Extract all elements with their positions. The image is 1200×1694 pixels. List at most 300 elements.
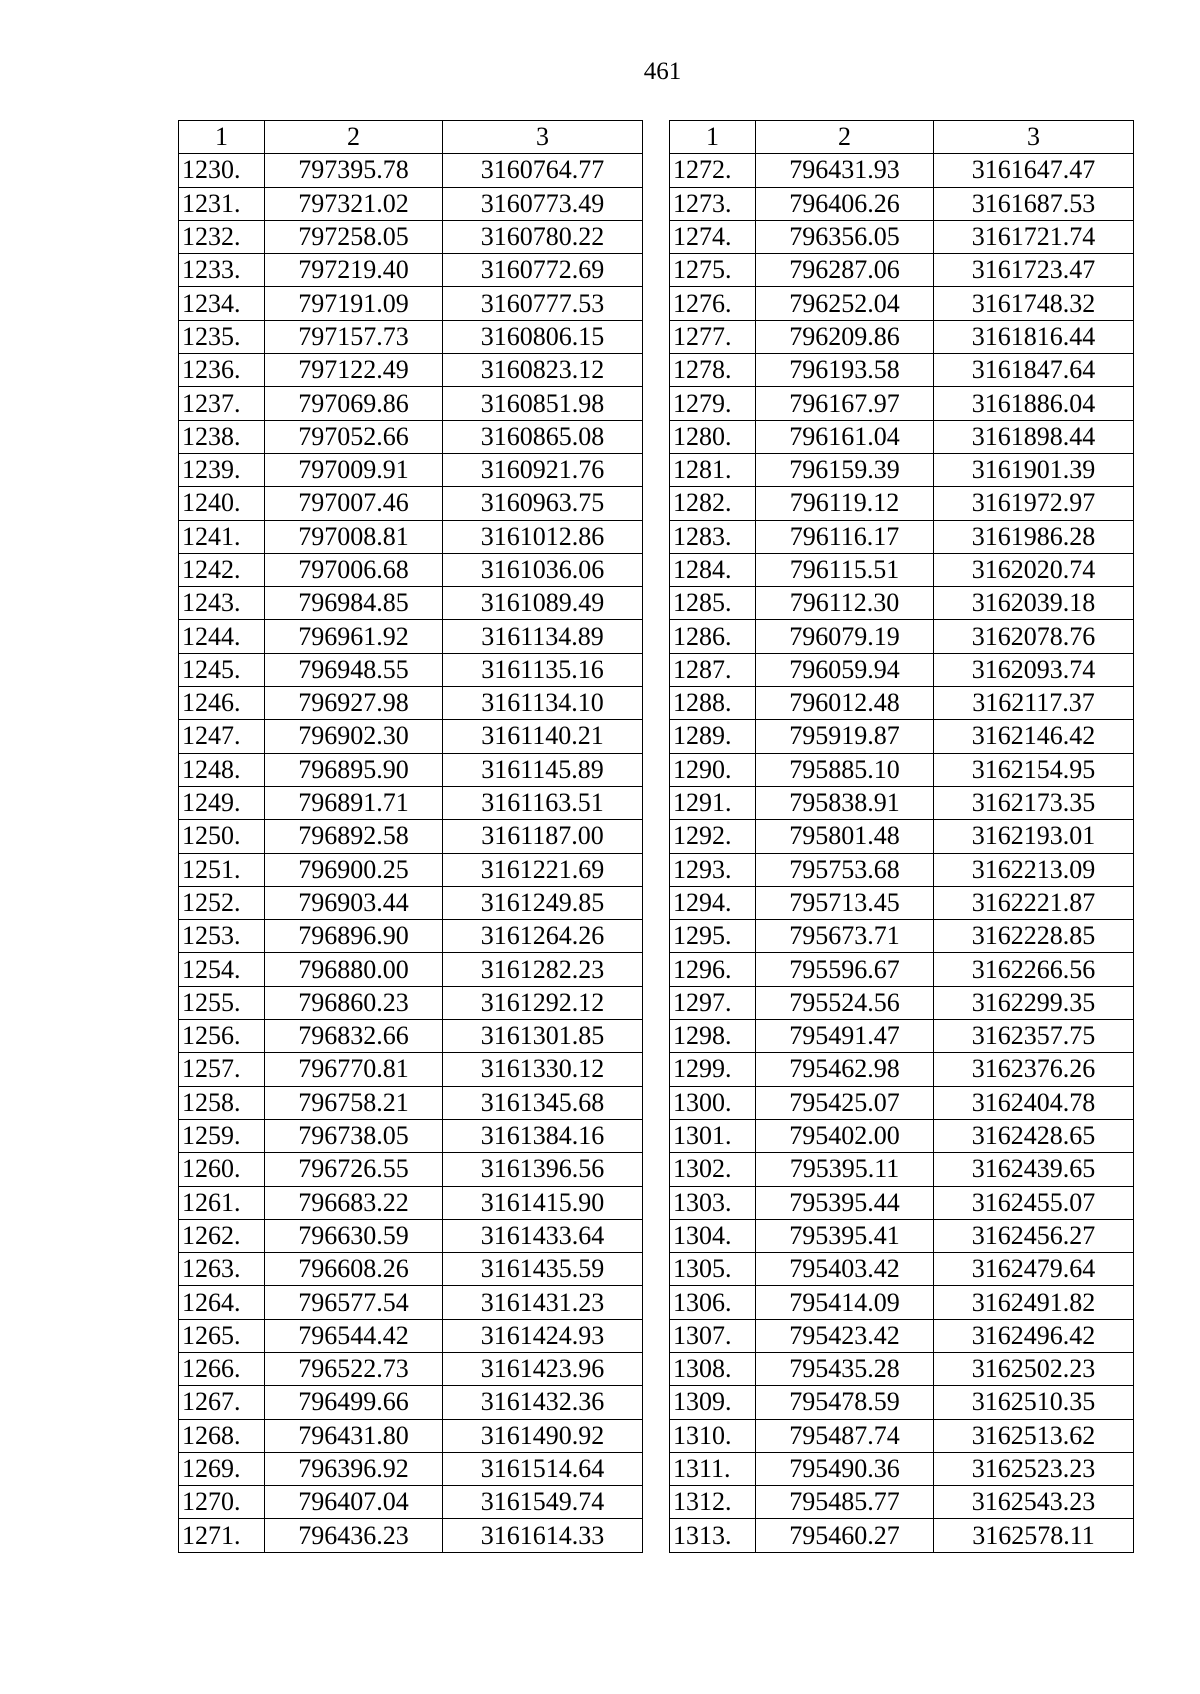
table-row: [179, 986, 643, 1019]
x-coordinate-cell: 797395.78: [265, 154, 443, 187]
table-row: [670, 254, 1134, 287]
y-coordinate-cell: 3162376.26: [934, 1053, 1134, 1086]
y-coordinate-cell: 3161089.49: [443, 587, 643, 620]
x-coordinate-cell: 796287.06: [756, 254, 934, 287]
table-row: [670, 920, 1134, 953]
point-number-cell: 1308.: [670, 1352, 756, 1385]
table-row: [179, 1286, 643, 1319]
y-coordinate-cell: 3160764.77: [443, 154, 643, 187]
y-coordinate-cell: 3161282.23: [443, 953, 643, 986]
table-row: [670, 1020, 1134, 1053]
x-coordinate-cell: 795478.59: [756, 1386, 934, 1419]
table-row: [179, 886, 643, 919]
x-coordinate-cell: 796738.05: [265, 1119, 443, 1152]
y-coordinate-cell: 3161415.90: [443, 1186, 643, 1219]
y-coordinate-cell: 3161435.59: [443, 1253, 643, 1286]
table-row: [179, 786, 643, 819]
y-coordinate-cell: 3161847.64: [934, 354, 1134, 387]
table-row: [179, 387, 643, 420]
table-row: [670, 154, 1134, 187]
y-coordinate-cell: 3160851.98: [443, 387, 643, 420]
point-number-cell: 1310.: [670, 1419, 756, 1452]
x-coordinate-cell: 796900.25: [265, 853, 443, 886]
point-number-cell: 1276.: [670, 287, 756, 320]
point-number-cell: 1262.: [179, 1219, 265, 1252]
table-row: [670, 387, 1134, 420]
x-coordinate-cell: 795490.36: [756, 1452, 934, 1485]
point-number-cell: 1257.: [179, 1053, 265, 1086]
table-row: [670, 553, 1134, 586]
x-coordinate-cell: 795801.48: [756, 820, 934, 853]
x-coordinate-cell: 796499.66: [265, 1386, 443, 1419]
x-coordinate-cell: 796770.81: [265, 1053, 443, 1086]
y-coordinate-cell: 3161423.96: [443, 1352, 643, 1385]
x-coordinate-cell: 795673.71: [756, 920, 934, 953]
y-coordinate-cell: 3161549.74: [443, 1486, 643, 1519]
point-number-cell: 1247.: [179, 720, 265, 753]
point-number-cell: 1246.: [179, 687, 265, 720]
point-number-cell: 1265.: [179, 1319, 265, 1352]
x-coordinate-cell: 796012.48: [756, 687, 934, 720]
x-coordinate-cell: 796860.23: [265, 986, 443, 1019]
y-coordinate-cell: 3162117.37: [934, 687, 1134, 720]
point-number-cell: 1269.: [179, 1452, 265, 1485]
table-row: [670, 587, 1134, 620]
y-coordinate-cell: 3160823.12: [443, 354, 643, 387]
point-number-cell: 1296.: [670, 953, 756, 986]
y-coordinate-cell: 3162093.74: [934, 653, 1134, 686]
x-coordinate-cell: 796079.19: [756, 620, 934, 653]
table-row: [670, 853, 1134, 886]
x-coordinate-cell: 796116.17: [756, 520, 934, 553]
point-number-cell: 1286.: [670, 620, 756, 653]
x-coordinate-cell: 796252.04: [756, 287, 934, 320]
point-number-cell: 1264.: [179, 1286, 265, 1319]
x-coordinate-cell: 795713.45: [756, 886, 934, 919]
coordinates-table-left: [178, 120, 643, 1553]
point-number-cell: 1266.: [179, 1352, 265, 1385]
x-coordinate-cell: 795491.47: [756, 1020, 934, 1053]
y-coordinate-cell: 3161249.85: [443, 886, 643, 919]
y-coordinate-cell: 3161187.00: [443, 820, 643, 853]
y-coordinate-cell: 3162154.95: [934, 753, 1134, 786]
point-number-cell: 1252.: [179, 886, 265, 919]
y-coordinate-cell: 3162578.11: [934, 1519, 1134, 1552]
x-coordinate-cell: 795403.42: [756, 1253, 934, 1286]
y-coordinate-cell: 3162213.09: [934, 853, 1134, 886]
table-row: [179, 254, 643, 287]
y-coordinate-cell: 3161433.64: [443, 1219, 643, 1252]
y-coordinate-cell: 3160865.08: [443, 420, 643, 453]
table-row: [179, 453, 643, 486]
point-number-cell: 1244.: [179, 620, 265, 653]
point-number-cell: 1300.: [670, 1086, 756, 1119]
y-coordinate-cell: 3162193.01: [934, 820, 1134, 853]
point-number-cell: 1282.: [670, 487, 756, 520]
x-coordinate-cell: 796880.00: [265, 953, 443, 986]
point-number-cell: 1268.: [179, 1419, 265, 1452]
table-row: [179, 420, 643, 453]
point-number-cell: 1270.: [179, 1486, 265, 1519]
point-number-cell: 1275.: [670, 254, 756, 287]
point-number-cell: 1231.: [179, 187, 265, 220]
x-coordinate-cell: 796895.90: [265, 753, 443, 786]
column-header: 3: [934, 121, 1134, 154]
table-row: [179, 1386, 643, 1419]
table-row: [670, 320, 1134, 353]
point-number-cell: 1299.: [670, 1053, 756, 1086]
table-header-row: [179, 121, 643, 154]
y-coordinate-cell: 3162357.75: [934, 1020, 1134, 1053]
table-row: [670, 720, 1134, 753]
table-row: [670, 1053, 1134, 1086]
column-header: 2: [265, 121, 443, 154]
point-number-cell: 1287.: [670, 653, 756, 686]
x-coordinate-cell: 796161.04: [756, 420, 934, 453]
point-number-cell: 1238.: [179, 420, 265, 453]
y-coordinate-cell: 3161898.44: [934, 420, 1134, 453]
table-row: [179, 487, 643, 520]
table-row: [179, 1486, 643, 1519]
x-coordinate-cell: 796522.73: [265, 1352, 443, 1385]
point-number-cell: 1285.: [670, 587, 756, 620]
x-coordinate-cell: 796431.80: [265, 1419, 443, 1452]
x-coordinate-cell: 795395.44: [756, 1186, 934, 1219]
point-number-cell: 1263.: [179, 1253, 265, 1286]
x-coordinate-cell: 796431.93: [756, 154, 934, 187]
table-row: [670, 1186, 1134, 1219]
table-row: [670, 620, 1134, 653]
x-coordinate-cell: 796159.39: [756, 453, 934, 486]
table-row: [179, 1219, 643, 1252]
y-coordinate-cell: 3161345.68: [443, 1086, 643, 1119]
point-number-cell: 1240.: [179, 487, 265, 520]
x-coordinate-cell: 796167.97: [756, 387, 934, 420]
x-coordinate-cell: 796758.21: [265, 1086, 443, 1119]
y-coordinate-cell: 3161163.51: [443, 786, 643, 819]
table-row: [670, 453, 1134, 486]
point-number-cell: 1298.: [670, 1020, 756, 1053]
table-body: [179, 154, 643, 1552]
table-row: [179, 1253, 643, 1286]
x-coordinate-cell: 796630.59: [265, 1219, 443, 1252]
y-coordinate-cell: 3160772.69: [443, 254, 643, 287]
table-row: [179, 1419, 643, 1452]
x-coordinate-cell: 797069.86: [265, 387, 443, 420]
y-coordinate-cell: 3162496.42: [934, 1319, 1134, 1352]
x-coordinate-cell: 797191.09: [265, 287, 443, 320]
point-number-cell: 1277.: [670, 320, 756, 353]
y-coordinate-cell: 3161330.12: [443, 1053, 643, 1086]
y-coordinate-cell: 3162428.65: [934, 1119, 1134, 1152]
point-number-cell: 1243.: [179, 587, 265, 620]
table-row: [670, 187, 1134, 220]
x-coordinate-cell: 797219.40: [265, 254, 443, 287]
column-header: 2: [756, 121, 934, 154]
y-coordinate-cell: 3161647.47: [934, 154, 1134, 187]
y-coordinate-cell: 3162543.23: [934, 1486, 1134, 1519]
table-row: [670, 487, 1134, 520]
point-number-cell: 1291.: [670, 786, 756, 819]
table-row: [670, 1119, 1134, 1152]
point-number-cell: 1312.: [670, 1486, 756, 1519]
table-row: [670, 820, 1134, 853]
table-row: [670, 653, 1134, 686]
y-coordinate-cell: 3162523.23: [934, 1452, 1134, 1485]
y-coordinate-cell: 3162491.82: [934, 1286, 1134, 1319]
x-coordinate-cell: 796927.98: [265, 687, 443, 720]
table-row: [179, 1053, 643, 1086]
y-coordinate-cell: 3160780.22: [443, 220, 643, 253]
x-coordinate-cell: 796832.66: [265, 1020, 443, 1053]
x-coordinate-cell: 796396.92: [265, 1452, 443, 1485]
table-row: [179, 853, 643, 886]
table-row: [670, 1452, 1134, 1485]
point-number-cell: 1313.: [670, 1519, 756, 1552]
x-coordinate-cell: 795524.56: [756, 986, 934, 1019]
x-coordinate-cell: 796193.58: [756, 354, 934, 387]
y-coordinate-cell: 3162299.35: [934, 986, 1134, 1019]
table-row: [179, 1186, 643, 1219]
point-number-cell: 1303.: [670, 1186, 756, 1219]
y-coordinate-cell: 3162510.35: [934, 1386, 1134, 1419]
y-coordinate-cell: 3162513.62: [934, 1419, 1134, 1452]
x-coordinate-cell: 796608.26: [265, 1253, 443, 1286]
point-number-cell: 1297.: [670, 986, 756, 1019]
point-number-cell: 1259.: [179, 1119, 265, 1152]
table-header-row: [670, 121, 1134, 154]
x-coordinate-cell: 795485.77: [756, 1486, 934, 1519]
y-coordinate-cell: 3162221.87: [934, 886, 1134, 919]
x-coordinate-cell: 796544.42: [265, 1319, 443, 1352]
x-coordinate-cell: 796903.44: [265, 886, 443, 919]
y-coordinate-cell: 3161135.16: [443, 653, 643, 686]
table-row: [670, 520, 1134, 553]
x-coordinate-cell: 795462.98: [756, 1053, 934, 1086]
x-coordinate-cell: 796961.92: [265, 620, 443, 653]
point-number-cell: 1307.: [670, 1319, 756, 1352]
y-coordinate-cell: 3162078.76: [934, 620, 1134, 653]
table-row: [670, 1419, 1134, 1452]
point-number-cell: 1309.: [670, 1386, 756, 1419]
point-number-cell: 1254.: [179, 953, 265, 986]
point-number-cell: 1249.: [179, 786, 265, 819]
point-number-cell: 1280.: [670, 420, 756, 453]
x-coordinate-cell: 797157.73: [265, 320, 443, 353]
table-row: [179, 1020, 643, 1053]
x-coordinate-cell: 797009.91: [265, 453, 443, 486]
table-row: [179, 520, 643, 553]
point-number-cell: 1293.: [670, 853, 756, 886]
point-number-cell: 1301.: [670, 1119, 756, 1152]
x-coordinate-cell: 797258.05: [265, 220, 443, 253]
x-coordinate-cell: 796577.54: [265, 1286, 443, 1319]
point-number-cell: 1274.: [670, 220, 756, 253]
y-coordinate-cell: 3162404.78: [934, 1086, 1134, 1119]
point-number-cell: 1302.: [670, 1153, 756, 1186]
x-coordinate-cell: 795414.09: [756, 1286, 934, 1319]
y-coordinate-cell: 3162020.74: [934, 553, 1134, 586]
y-coordinate-cell: 3161514.64: [443, 1452, 643, 1485]
x-coordinate-cell: 796896.90: [265, 920, 443, 953]
table-row: [179, 187, 643, 220]
point-number-cell: 1260.: [179, 1153, 265, 1186]
y-coordinate-cell: 3161901.39: [934, 453, 1134, 486]
point-number-cell: 1236.: [179, 354, 265, 387]
point-number-cell: 1311.: [670, 1452, 756, 1485]
x-coordinate-cell: 795487.74: [756, 1419, 934, 1452]
x-coordinate-cell: 797006.68: [265, 553, 443, 586]
column-header: 3: [443, 121, 643, 154]
x-coordinate-cell: 796115.51: [756, 553, 934, 586]
y-coordinate-cell: 3161748.32: [934, 287, 1134, 320]
y-coordinate-cell: 3161036.06: [443, 553, 643, 586]
point-number-cell: 1267.: [179, 1386, 265, 1419]
y-coordinate-cell: 3161396.56: [443, 1153, 643, 1186]
point-number-cell: 1242.: [179, 553, 265, 586]
x-coordinate-cell: 795395.41: [756, 1219, 934, 1252]
table-row: [670, 1319, 1134, 1352]
y-coordinate-cell: 3160921.76: [443, 453, 643, 486]
y-coordinate-cell: 3161490.92: [443, 1419, 643, 1452]
table-row: [179, 820, 643, 853]
x-coordinate-cell: 795753.68: [756, 853, 934, 886]
table-row: [179, 354, 643, 387]
y-coordinate-cell: 3161721.74: [934, 220, 1134, 253]
x-coordinate-cell: 797321.02: [265, 187, 443, 220]
point-number-cell: 1278.: [670, 354, 756, 387]
y-coordinate-cell: 3161687.53: [934, 187, 1134, 220]
table-row: [179, 620, 643, 653]
y-coordinate-cell: 3160806.15: [443, 320, 643, 353]
point-number-cell: 1271.: [179, 1519, 265, 1552]
point-number-cell: 1281.: [670, 453, 756, 486]
point-number-cell: 1279.: [670, 387, 756, 420]
table-row: [179, 154, 643, 187]
point-number-cell: 1232.: [179, 220, 265, 253]
y-coordinate-cell: 3162173.35: [934, 786, 1134, 819]
point-number-cell: 1234.: [179, 287, 265, 320]
table-row: [670, 420, 1134, 453]
x-coordinate-cell: 797008.81: [265, 520, 443, 553]
y-coordinate-cell: 3161145.89: [443, 753, 643, 786]
table-row: [179, 320, 643, 353]
y-coordinate-cell: 3160963.75: [443, 487, 643, 520]
point-number-cell: 1273.: [670, 187, 756, 220]
y-coordinate-cell: 3161432.36: [443, 1386, 643, 1419]
point-number-cell: 1245.: [179, 653, 265, 686]
x-coordinate-cell: 796059.94: [756, 653, 934, 686]
x-coordinate-cell: 796984.85: [265, 587, 443, 620]
y-coordinate-cell: 3162266.56: [934, 953, 1134, 986]
table-row: [179, 287, 643, 320]
y-coordinate-cell: 3162146.42: [934, 720, 1134, 753]
point-number-cell: 1289.: [670, 720, 756, 753]
table-row: [670, 1519, 1134, 1552]
table-row: [670, 287, 1134, 320]
point-number-cell: 1258.: [179, 1086, 265, 1119]
table-row: [670, 986, 1134, 1019]
x-coordinate-cell: 796726.55: [265, 1153, 443, 1186]
point-number-cell: 1230.: [179, 154, 265, 187]
x-coordinate-cell: 796902.30: [265, 720, 443, 753]
x-coordinate-cell: 796112.30: [756, 587, 934, 620]
x-coordinate-cell: 796356.05: [756, 220, 934, 253]
x-coordinate-cell: 796209.86: [756, 320, 934, 353]
point-number-cell: 1248.: [179, 753, 265, 786]
point-number-cell: 1256.: [179, 1020, 265, 1053]
page-number: 461: [643, 58, 682, 85]
point-number-cell: 1294.: [670, 886, 756, 919]
table-row: [179, 1086, 643, 1119]
x-coordinate-cell: 795460.27: [756, 1519, 934, 1552]
table-row: [670, 687, 1134, 720]
point-number-cell: 1235.: [179, 320, 265, 353]
table-row: [179, 1352, 643, 1385]
point-number-cell: 1304.: [670, 1219, 756, 1252]
table-row: [670, 1486, 1134, 1519]
y-coordinate-cell: 3162479.64: [934, 1253, 1134, 1286]
x-coordinate-cell: 795885.10: [756, 753, 934, 786]
table-row: [670, 1386, 1134, 1419]
point-number-cell: 1290.: [670, 753, 756, 786]
point-number-cell: 1288.: [670, 687, 756, 720]
column-header: 1: [179, 121, 265, 154]
table-row: [670, 1219, 1134, 1252]
y-coordinate-cell: 3160773.49: [443, 187, 643, 220]
x-coordinate-cell: 795395.11: [756, 1153, 934, 1186]
table-row: [179, 1452, 643, 1485]
table-row: [670, 220, 1134, 253]
table-row: [670, 1352, 1134, 1385]
table-row: [179, 1153, 643, 1186]
point-number-cell: 1292.: [670, 820, 756, 853]
table-row: [179, 653, 643, 686]
y-coordinate-cell: 3161816.44: [934, 320, 1134, 353]
table-row: [179, 1519, 643, 1552]
y-coordinate-cell: 3161972.97: [934, 487, 1134, 520]
x-coordinate-cell: 797007.46: [265, 487, 443, 520]
table-row: [179, 953, 643, 986]
point-number-cell: 1239.: [179, 453, 265, 486]
y-coordinate-cell: 3162455.07: [934, 1186, 1134, 1219]
x-coordinate-cell: 796683.22: [265, 1186, 443, 1219]
x-coordinate-cell: 795423.42: [756, 1319, 934, 1352]
y-coordinate-cell: 3161384.16: [443, 1119, 643, 1152]
x-coordinate-cell: 797122.49: [265, 354, 443, 387]
point-number-cell: 1255.: [179, 986, 265, 1019]
y-coordinate-cell: 3161264.26: [443, 920, 643, 953]
point-number-cell: 1251.: [179, 853, 265, 886]
x-coordinate-cell: 796436.23: [265, 1519, 443, 1552]
table-row: [670, 886, 1134, 919]
x-coordinate-cell: 795596.67: [756, 953, 934, 986]
table-row: [179, 553, 643, 586]
point-number-cell: 1250.: [179, 820, 265, 853]
point-number-cell: 1253.: [179, 920, 265, 953]
table-row: [670, 1086, 1134, 1119]
y-coordinate-cell: 3162039.18: [934, 587, 1134, 620]
table-row: [179, 720, 643, 753]
x-coordinate-cell: 796892.58: [265, 820, 443, 853]
x-coordinate-cell: 796406.26: [756, 187, 934, 220]
y-coordinate-cell: 3161424.93: [443, 1319, 643, 1352]
y-coordinate-cell: 3161012.86: [443, 520, 643, 553]
point-number-cell: 1306.: [670, 1286, 756, 1319]
table-row: [179, 753, 643, 786]
point-number-cell: 1272.: [670, 154, 756, 187]
point-number-cell: 1241.: [179, 520, 265, 553]
